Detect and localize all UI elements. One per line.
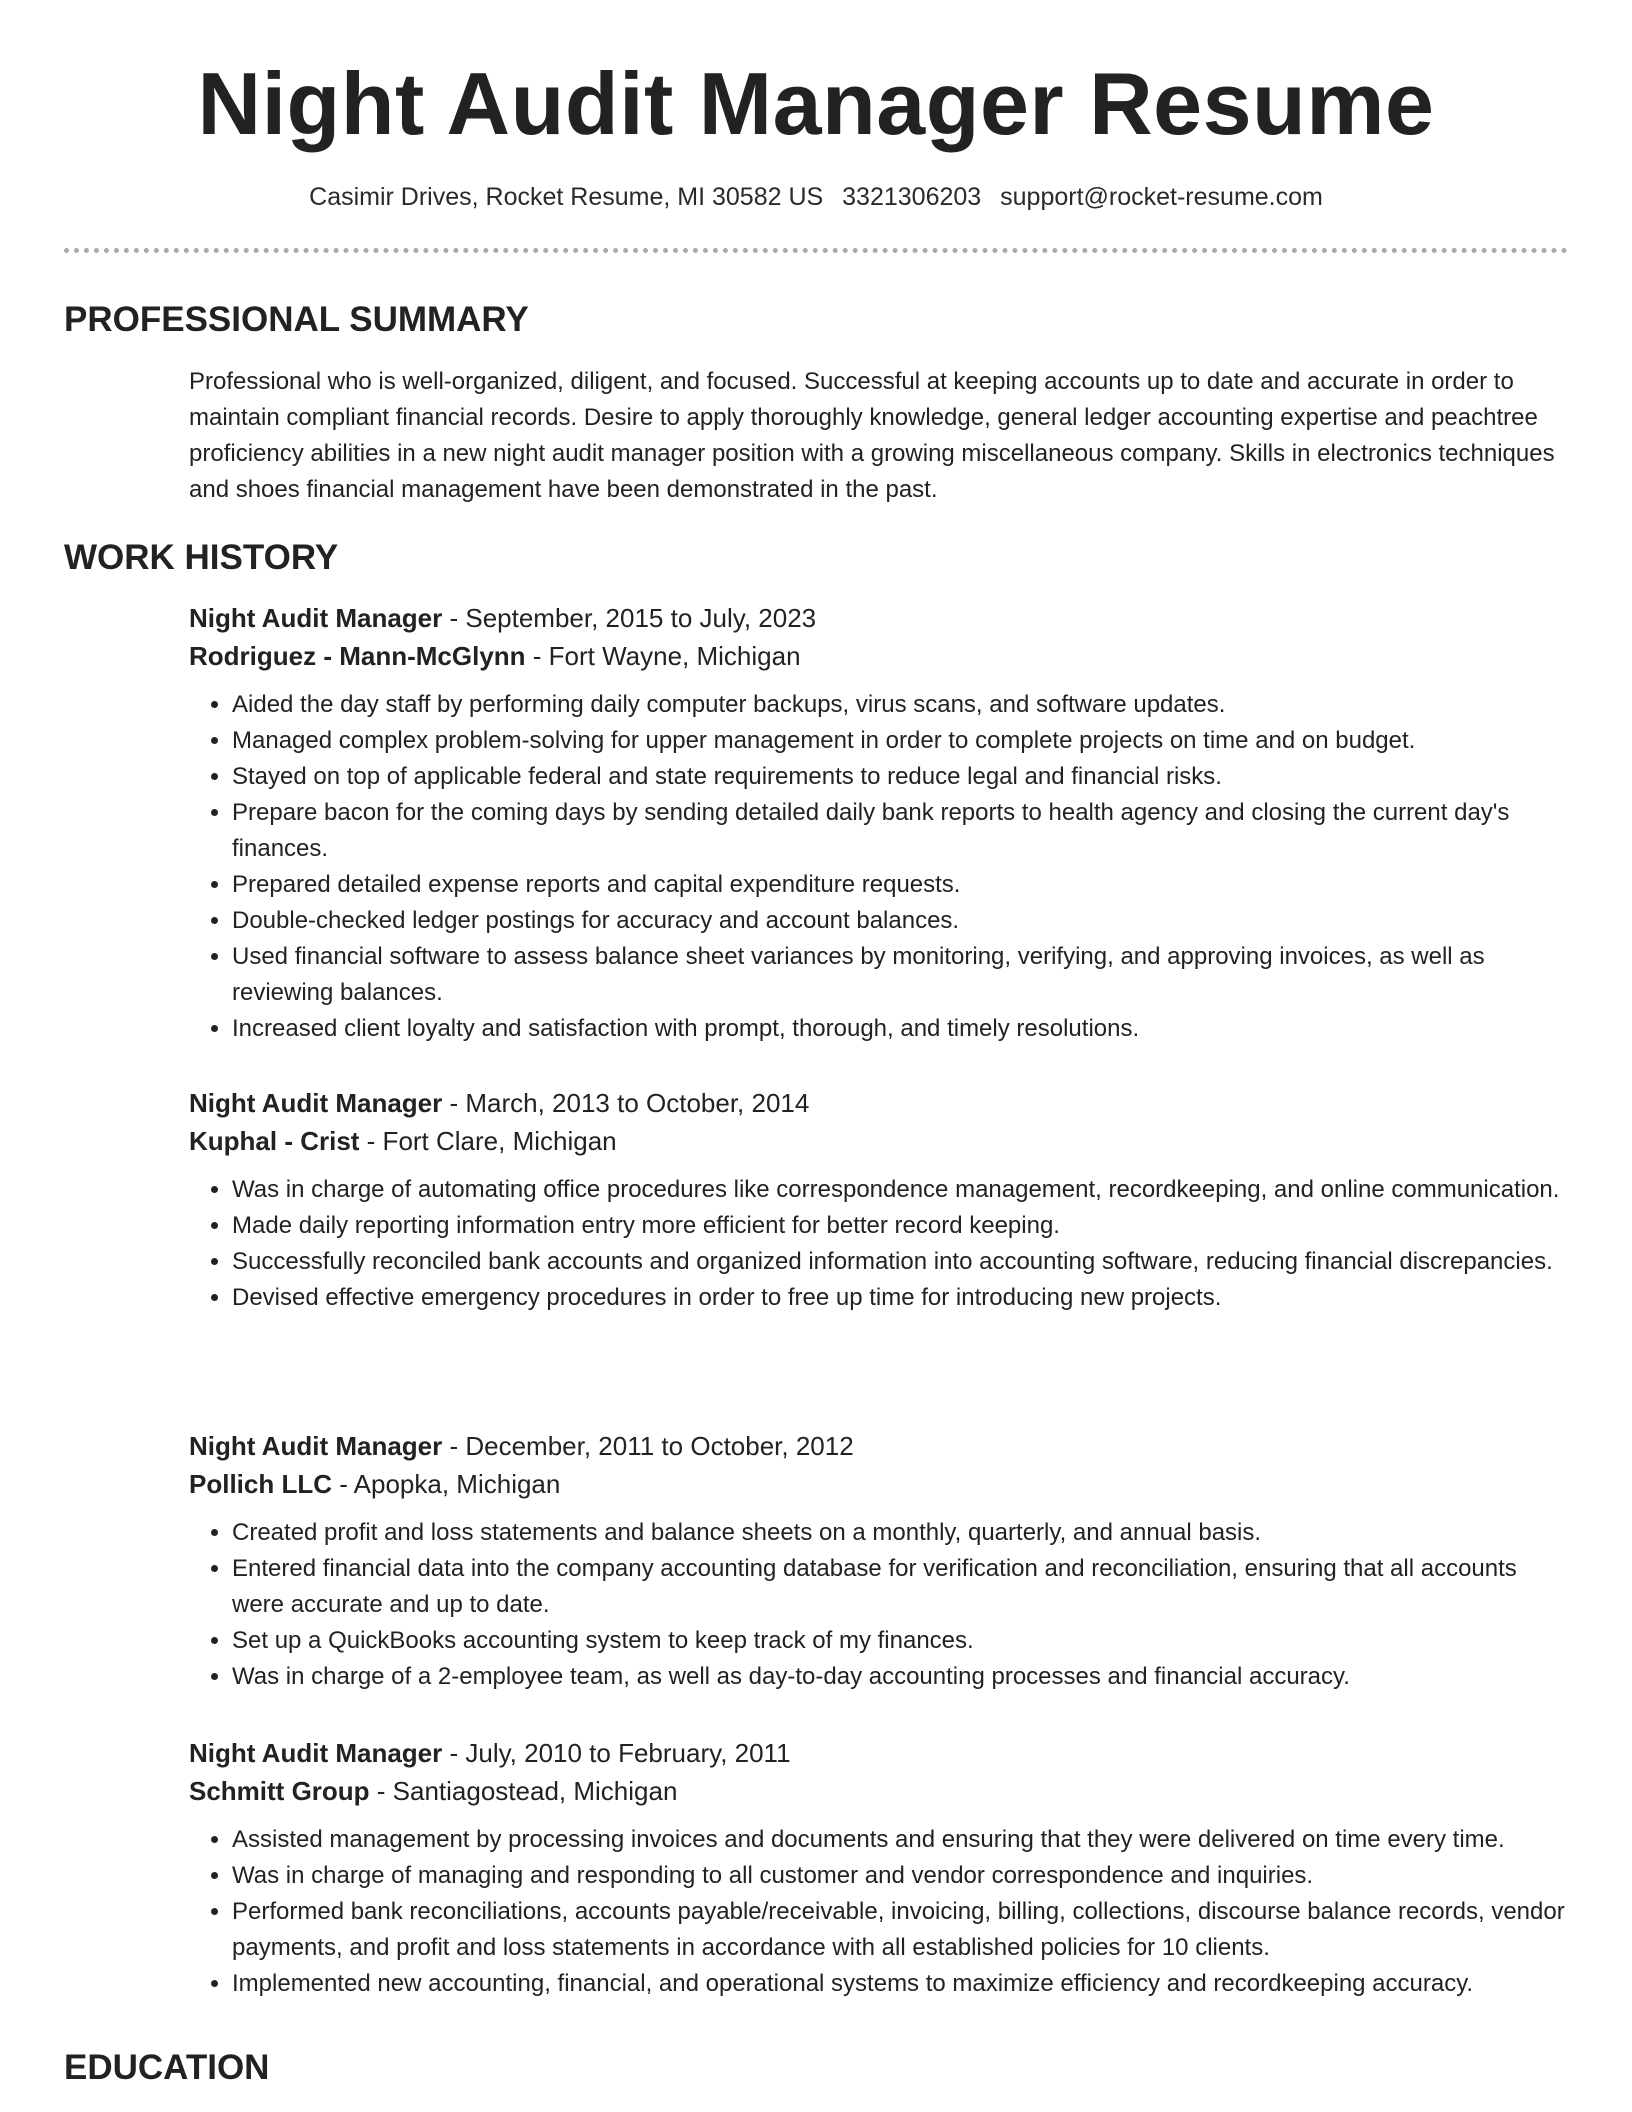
job-title-line: [189, 1427, 1569, 1465]
bullet-item: • Managed complex problem-solving for upper management in order to complete projects on time and on budget.: [232, 723, 1569, 759]
job-company-line: [189, 1772, 1569, 1810]
job-company: Rodriguez - Mann-McGlynn: [189, 641, 526, 671]
bullet-item: • Performed bank reconciliations, accounts payable/receivable, invoicing, billing, collections, discourse balance records, vendor payments, and profit and loss statements in accordance with all established policies for 10 clients.: [232, 1894, 1569, 1966]
job-location: - Fort Clare, Michigan: [359, 1126, 617, 1156]
job-company-line: [189, 1465, 1569, 1503]
job-company: Kuphal - Crist: [189, 1126, 360, 1156]
job-company-line: [189, 637, 1569, 675]
job-title: Night Audit Manager: [189, 603, 443, 633]
job-title: Night Audit Manager: [189, 1431, 443, 1461]
header-divider: [64, 248, 1568, 253]
bullet-item: • Prepare bacon for the coming days by sending detailed daily bank reports to health agency and closing the current day's finances.: [232, 795, 1569, 867]
job-title-line: [189, 599, 1569, 637]
contact-phone: 3321306203: [842, 183, 982, 211]
bullet-item: • Was in charge of automating office procedures like correspondence management, recordkeeping, and online communication.: [232, 1172, 1569, 1208]
job-title-line: [189, 1734, 1569, 1772]
job-location: - Apopka, Michigan: [332, 1469, 561, 1499]
job-entry: [189, 1427, 1569, 1695]
bullet-item: • Set up a QuickBooks accounting system to keep track of my finances.: [232, 1623, 1569, 1659]
bullet-item: • Successfully reconciled bank accounts and organized information into accounting software, reducing financial discrepancies.: [232, 1244, 1569, 1280]
section-heading-summary: PROFESSIONAL SUMMARY: [64, 300, 529, 339]
section-heading-work-history: WORK HISTORY: [64, 538, 339, 577]
job-location: - Fort Wayne, Michigan: [525, 641, 801, 671]
bullet-item: • Stayed on top of applicable federal and state requirements to reduce legal and financial risks.: [232, 759, 1569, 795]
bullet-item: • Entered financial data into the company accounting database for verification and reconciliation, ensuring that all accounts were accurate and up to date.: [232, 1551, 1569, 1623]
job-entry: [189, 1084, 1569, 1316]
job-location: - Santiagostead, Michigan: [369, 1776, 678, 1806]
contact-line: [0, 180, 1632, 214]
job-company: Pollich LLC: [189, 1469, 332, 1499]
job-title: Night Audit Manager: [189, 1088, 443, 1118]
job-bullets: [189, 1172, 1569, 1316]
bullet-item: • Aided the day staff by performing daily computer backups, virus scans, and software updates.: [232, 687, 1569, 723]
bullet-item: • Devised effective emergency procedures in order to free up time for introducing new projects.: [232, 1280, 1569, 1316]
job-bullets: [189, 687, 1569, 1047]
job-dates: - September, 2015 to July, 2023: [442, 603, 817, 633]
bullet-item: • Increased client loyalty and satisfaction with prompt, thorough, and timely resolutions.: [232, 1011, 1569, 1047]
bullet-item: • Implemented new accounting, financial, and operational systems to maximize efficiency and recordkeeping accuracy.: [232, 1966, 1569, 2002]
bullet-item: • Double-checked ledger postings for accuracy and account balances.: [232, 903, 1569, 939]
bullet-item: • Used financial software to assess balance sheet variances by monitoring, verifying, and approving invoices, as well as reviewing balances.: [232, 939, 1569, 1011]
job-company: Schmitt Group: [189, 1776, 370, 1806]
contact-address: Casimir Drives, Rocket Resume, MI 30582 US: [309, 183, 824, 211]
bullet-item: • Made daily reporting information entry more efficient for better record keeping.: [232, 1208, 1569, 1244]
resume-title: Night Audit Manager Resume: [197, 54, 1435, 153]
job-bullets: [189, 1822, 1569, 2002]
job-company-line: [189, 1122, 1569, 1160]
bullet-item: • Was in charge of managing and responding to all customer and vendor correspondence and inquiries.: [232, 1858, 1569, 1894]
job-dates: - December, 2011 to October, 2012: [442, 1431, 854, 1461]
job-entry: [189, 599, 1569, 1047]
job-dates: - March, 2013 to October, 2014: [442, 1088, 810, 1118]
job-entry: [189, 1734, 1569, 2002]
job-title-line: [189, 1084, 1569, 1122]
contact-email: support@rocket-resume.com: [1000, 183, 1323, 211]
section-heading-education: EDUCATION: [64, 2048, 270, 2087]
bullet-item: • Was in charge of a 2-employee team, as well as day-to-day accounting processes and financial accuracy.: [232, 1659, 1569, 1695]
job-title: Night Audit Manager: [189, 1738, 443, 1768]
job-bullets: [189, 1515, 1569, 1695]
bullet-item: • Created profit and loss statements and balance sheets on a monthly, quarterly, and annual basis.: [232, 1515, 1569, 1551]
bullet-item: • Prepared detailed expense reports and capital expenditure requests.: [232, 867, 1569, 903]
bullet-item: • Assisted management by processing invoices and documents and ensuring that they were delivered on time every time.: [232, 1822, 1569, 1858]
job-dates: - July, 2010 to February, 2011: [442, 1738, 791, 1768]
summary-text: Professional who is well-organized, diligent, and focused. Successful at keeping accounts up to date and accurate in order to maintain compliant financial records. Desire to apply thoroughly knowledge, general ledger accounting expertise and peachtree proficiency abilities in a new night audit manager position with a growing miscellaneous company. Skills in electronics techniques and shoes financial management have been demonstrated in the past.: [189, 368, 1555, 503]
